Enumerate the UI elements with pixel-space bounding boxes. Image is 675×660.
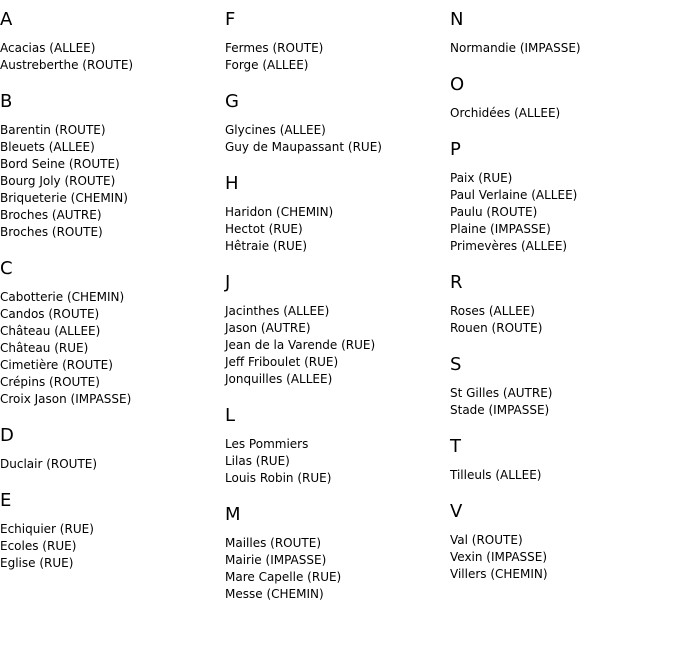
street-link[interactable]: Forge (ALLEE)	[225, 58, 309, 72]
street-list	[450, 303, 675, 337]
letter-group	[0, 9, 225, 74]
letter-group	[225, 91, 450, 156]
street-link[interactable]: Messe (CHEMIN)	[225, 587, 324, 601]
street-link[interactable]: Jeff Friboulet (RUE)	[225, 355, 339, 369]
street-link[interactable]: Roses (ALLEE)	[450, 304, 535, 318]
street-link[interactable]: Duclair (ROUTE)	[0, 457, 98, 471]
street-link[interactable]: Château (ALLEE)	[0, 324, 101, 338]
index-column	[225, 0, 450, 603]
street-list	[450, 467, 675, 484]
letter-heading: L	[225, 405, 236, 426]
street-list	[0, 40, 225, 74]
index-column	[450, 0, 675, 583]
letter-heading: P	[450, 139, 461, 160]
street-link[interactable]: Paulu (ROUTE)	[450, 205, 538, 219]
letter-group	[450, 354, 675, 419]
street-link[interactable]: Mailles (ROUTE)	[225, 536, 321, 550]
street-link[interactable]: Primevères (ALLEE)	[450, 239, 568, 253]
street-link[interactable]: Ecoles (RUE)	[0, 539, 77, 553]
street-link[interactable]: Acacias (ALLEE)	[0, 41, 96, 55]
letter-group	[225, 173, 450, 255]
letter-group	[450, 74, 675, 122]
street-link[interactable]: Hêtraie (RUE)	[225, 239, 307, 253]
street-link[interactable]: Vexin (IMPASSE)	[450, 550, 548, 564]
street-link[interactable]: Fermes (ROUTE)	[225, 41, 324, 55]
street-list	[225, 204, 450, 255]
street-link[interactable]: Tilleuls (ALLEE)	[450, 468, 542, 482]
letter-heading: C	[0, 258, 13, 279]
street-link[interactable]: Jason (AUTRE)	[225, 321, 311, 335]
street-link[interactable]: Lilas (RUE)	[225, 454, 290, 468]
street-link[interactable]: Mairie (IMPASSE)	[225, 553, 327, 567]
street-link[interactable]: Paix (RUE)	[450, 171, 513, 185]
street-link[interactable]: Broches (ROUTE)	[0, 225, 103, 239]
letter-heading: T	[450, 436, 461, 457]
street-list	[450, 385, 675, 419]
street-link[interactable]: Glycines (ALLEE)	[225, 123, 326, 137]
street-link[interactable]: St Gilles (AUTRE)	[450, 386, 553, 400]
letter-group	[225, 9, 450, 74]
letter-heading: O	[450, 74, 465, 95]
letter-heading: M	[225, 504, 241, 525]
letter-group	[225, 405, 450, 487]
letter-heading: E	[0, 490, 12, 511]
street-list	[450, 105, 675, 122]
letter-group	[450, 501, 675, 583]
street-link[interactable]: Paul Verlaine (ALLEE)	[450, 188, 578, 202]
letter-heading: G	[225, 91, 239, 112]
letter-group	[225, 504, 450, 603]
street-link[interactable]: Orchidées (ALLEE)	[450, 106, 561, 120]
street-link[interactable]: Jean de la Varende (RUE)	[225, 338, 376, 352]
street-link[interactable]: Villers (CHEMIN)	[450, 567, 548, 581]
letter-group	[450, 9, 675, 57]
street-link[interactable]: Croix Jason (IMPASSE)	[0, 392, 132, 406]
index-column	[0, 0, 225, 572]
street-link[interactable]: Jonquilles (ALLEE)	[225, 372, 333, 386]
letter-heading: D	[0, 425, 14, 446]
street-list	[450, 170, 675, 255]
street-link[interactable]: Echiquier (RUE)	[0, 522, 94, 536]
letter-heading: B	[0, 91, 13, 112]
street-link[interactable]: Rouen (ROUTE)	[450, 321, 543, 335]
street-link[interactable]: Les Pommiers	[225, 437, 309, 451]
letter-heading: A	[0, 9, 13, 30]
street-list	[225, 436, 450, 487]
street-link[interactable]: Hectot (RUE)	[225, 222, 303, 236]
street-list	[225, 40, 450, 74]
letter-heading: N	[450, 9, 464, 30]
street-link[interactable]: Cimetière (ROUTE)	[0, 358, 113, 372]
street-link[interactable]: Jacinthes (ALLEE)	[225, 304, 330, 318]
letter-heading: F	[225, 9, 236, 30]
street-link[interactable]: Cabotterie (CHEMIN)	[0, 290, 125, 304]
street-list	[0, 122, 225, 241]
street-list	[450, 532, 675, 583]
letter-group	[0, 258, 225, 408]
letter-heading: R	[450, 272, 463, 293]
letter-group	[0, 425, 225, 473]
letter-group	[450, 436, 675, 484]
letter-heading: S	[450, 354, 462, 375]
street-link[interactable]: Plaine (IMPASSE)	[450, 222, 551, 236]
letter-heading: V	[450, 501, 463, 522]
street-link[interactable]: Stade (IMPASSE)	[450, 403, 550, 417]
street-list	[0, 521, 225, 572]
letter-group	[450, 139, 675, 255]
street-link[interactable]: Haridon (CHEMIN)	[225, 205, 334, 219]
street-list	[0, 456, 225, 473]
street-link[interactable]: Château (RUE)	[0, 341, 89, 355]
letter-group	[0, 490, 225, 572]
street-link[interactable]: Briqueterie (CHEMIN)	[0, 191, 128, 205]
street-link[interactable]: Guy de Maupassant (RUE)	[225, 140, 382, 154]
street-list	[225, 122, 450, 156]
street-list	[0, 289, 225, 408]
street-link[interactable]: Bourg Joly (ROUTE)	[0, 174, 116, 188]
street-link[interactable]: Bord Seine (ROUTE)	[0, 157, 120, 171]
street-list	[225, 303, 450, 388]
letter-heading: J	[225, 272, 231, 293]
letter-heading: H	[225, 173, 239, 194]
letter-group	[450, 272, 675, 337]
street-link[interactable]: Crépins (ROUTE)	[0, 375, 100, 389]
street-link[interactable]: Eglise (RUE)	[0, 556, 74, 570]
street-link[interactable]: Austreberthe (ROUTE)	[0, 58, 134, 72]
street-link[interactable]: Barentin (ROUTE)	[0, 123, 106, 137]
street-link[interactable]: Louis Robin (RUE)	[225, 471, 332, 485]
street-link[interactable]: Mare Capelle (RUE)	[225, 570, 342, 584]
street-list	[225, 535, 450, 603]
street-list	[450, 40, 675, 57]
letter-group	[0, 91, 225, 241]
letter-group	[225, 272, 450, 388]
street-link[interactable]: Broches (AUTRE)	[0, 208, 102, 222]
street-link[interactable]: Normandie (IMPASSE)	[450, 41, 581, 55]
street-link[interactable]: Bleuets (ALLEE)	[0, 140, 95, 154]
street-link[interactable]: Candos (ROUTE)	[0, 307, 100, 321]
street-link[interactable]: Val (ROUTE)	[450, 533, 523, 547]
